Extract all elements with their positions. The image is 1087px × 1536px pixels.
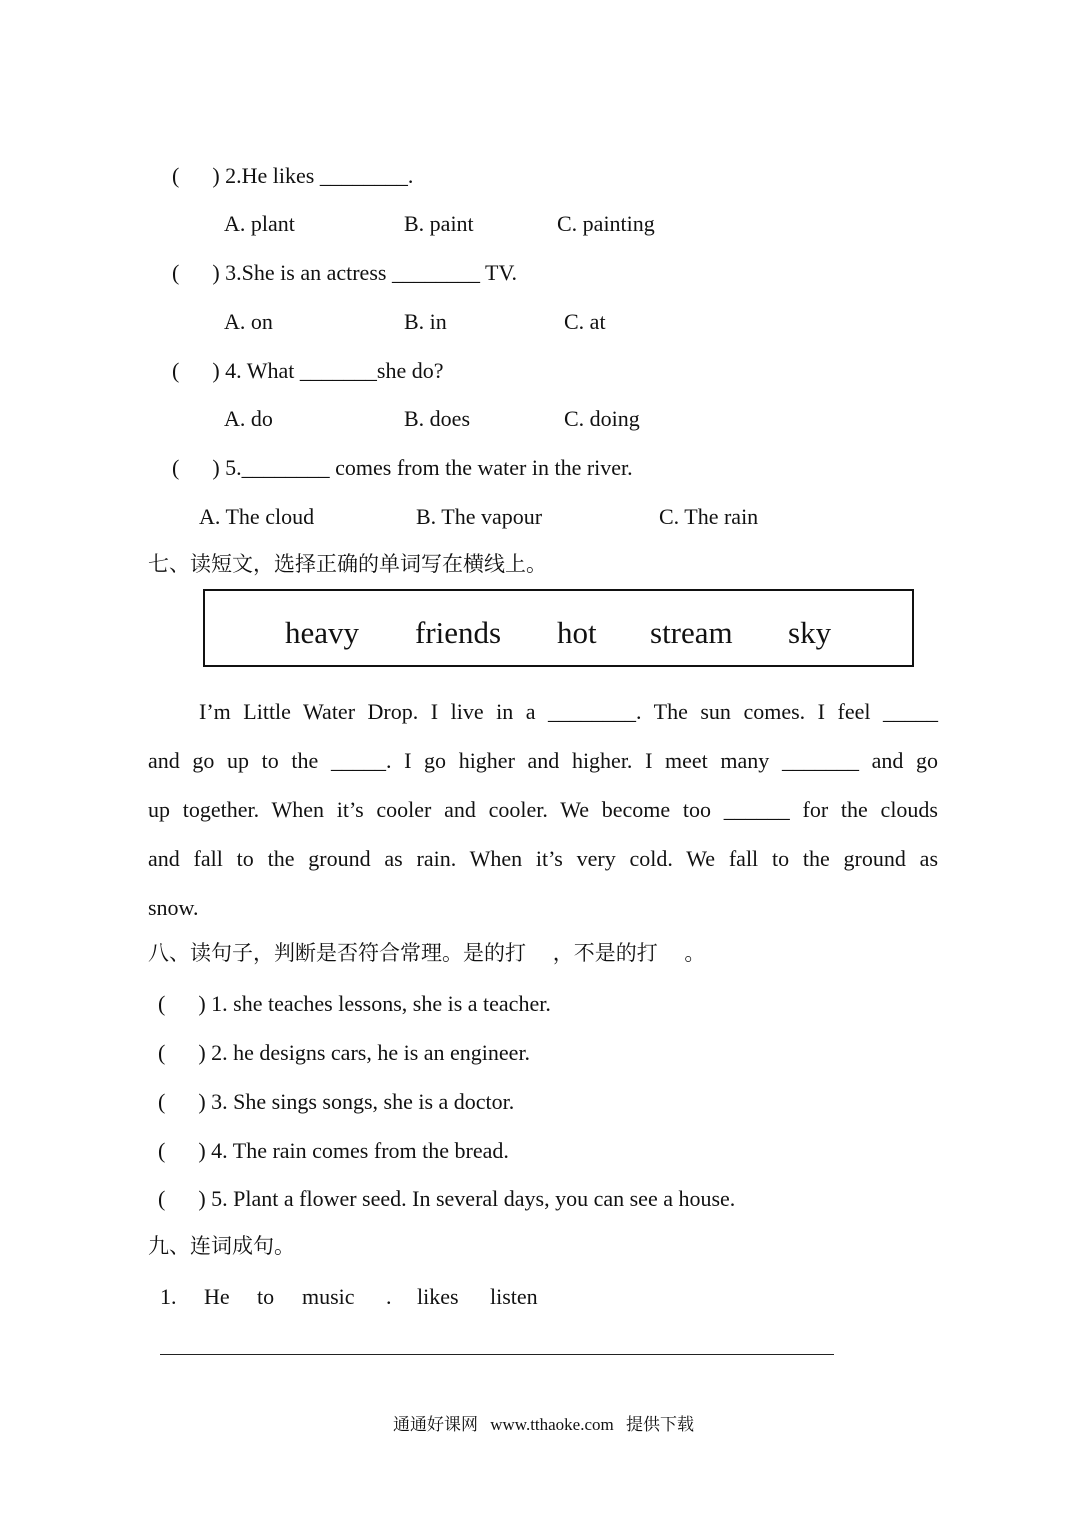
footer-site-name: 通通好课网: [392, 1415, 478, 1435]
question-2-option-c: C. painting: [557, 211, 655, 236]
passage-line: I’m Little Water Drop. I live in a ________. The sun comes. I feel _____: [199, 699, 938, 724]
question-2-option-a: A. plant: [224, 211, 295, 236]
question-5-option-c: C. The rain: [659, 504, 759, 529]
question-4-option-b: B. does: [404, 406, 470, 431]
passage-line: and fall to the ground as rain. When it’s very cold. We fall to the ground as: [148, 846, 938, 871]
question-2-stem: ( ) 2.He likes ________.: [172, 163, 414, 188]
word-bank-word: stream: [650, 615, 733, 650]
scrambled-word: to: [257, 1284, 275, 1309]
scrambled-word: He: [204, 1284, 230, 1309]
question-5-option-a: A. The cloud: [199, 504, 315, 529]
passage-line: up together. When it’s cooler and cooler. We become too ______ for the clouds: [148, 797, 938, 822]
judgement-item: ( ) 4. The rain comes from the bread.: [158, 1138, 509, 1163]
scrambled-word: .: [386, 1284, 392, 1309]
passage-line: and go up to the _____. I go higher and higher. I meet many _______ and go: [148, 748, 938, 773]
question-3-option-c: C. at: [564, 309, 606, 334]
footer-download-text: 提供下载: [626, 1415, 695, 1435]
footer-url[interactable]: www.tthaoke.com: [490, 1415, 614, 1434]
judgement-item: ( ) 5. Plant a flower seed. In several days, you can see a house.: [158, 1186, 736, 1211]
question-4-stem: ( ) 4. What _______she do?: [172, 358, 444, 383]
question-2-option-b: B. paint: [404, 211, 474, 236]
answer-line: [160, 1354, 834, 1355]
judgement-item: ( ) 1. she teaches lessons, she is a teacher.: [158, 991, 551, 1016]
question-5-stem: ( ) 5.________ comes from the water in the river.: [172, 455, 633, 480]
scrambled-word: likes: [417, 1284, 459, 1309]
question-3-stem: ( ) 3.She is an actress ________ TV.: [172, 260, 518, 285]
section-8-heading: 八、读句子，判断是否符合常理。是的打 ，不是的打 。: [148, 941, 706, 965]
judgement-item: ( ) 2. he designs cars, he is an engineer.: [158, 1040, 531, 1065]
question-1-number: 1.: [160, 1284, 177, 1309]
word-bank-word: friends: [415, 615, 502, 650]
word-bank-word: heavy: [285, 615, 360, 650]
section-9-heading: 九、连词成句。: [148, 1234, 295, 1258]
word-bank-box: [203, 589, 914, 667]
question-4-option-c: C. doing: [564, 406, 640, 431]
passage-line: snow.: [148, 895, 199, 920]
question-3-option-a: A. on: [224, 309, 273, 334]
section-7-heading: 七、读短文，选择正确的单词写在横线上。: [148, 552, 547, 576]
question-4-option-a: A. do: [224, 406, 273, 431]
scrambled-word: music: [302, 1284, 355, 1309]
word-bank-word: hot: [557, 615, 597, 650]
page-footer: [0, 1410, 1087, 1435]
question-3-option-b: B. in: [404, 309, 447, 334]
question-5-option-b: B. The vapour: [416, 504, 543, 529]
judgement-item: ( ) 3. She sings songs, she is a doctor.: [158, 1089, 515, 1114]
scrambled-word: listen: [490, 1284, 538, 1309]
word-bank-word: sky: [788, 615, 832, 650]
